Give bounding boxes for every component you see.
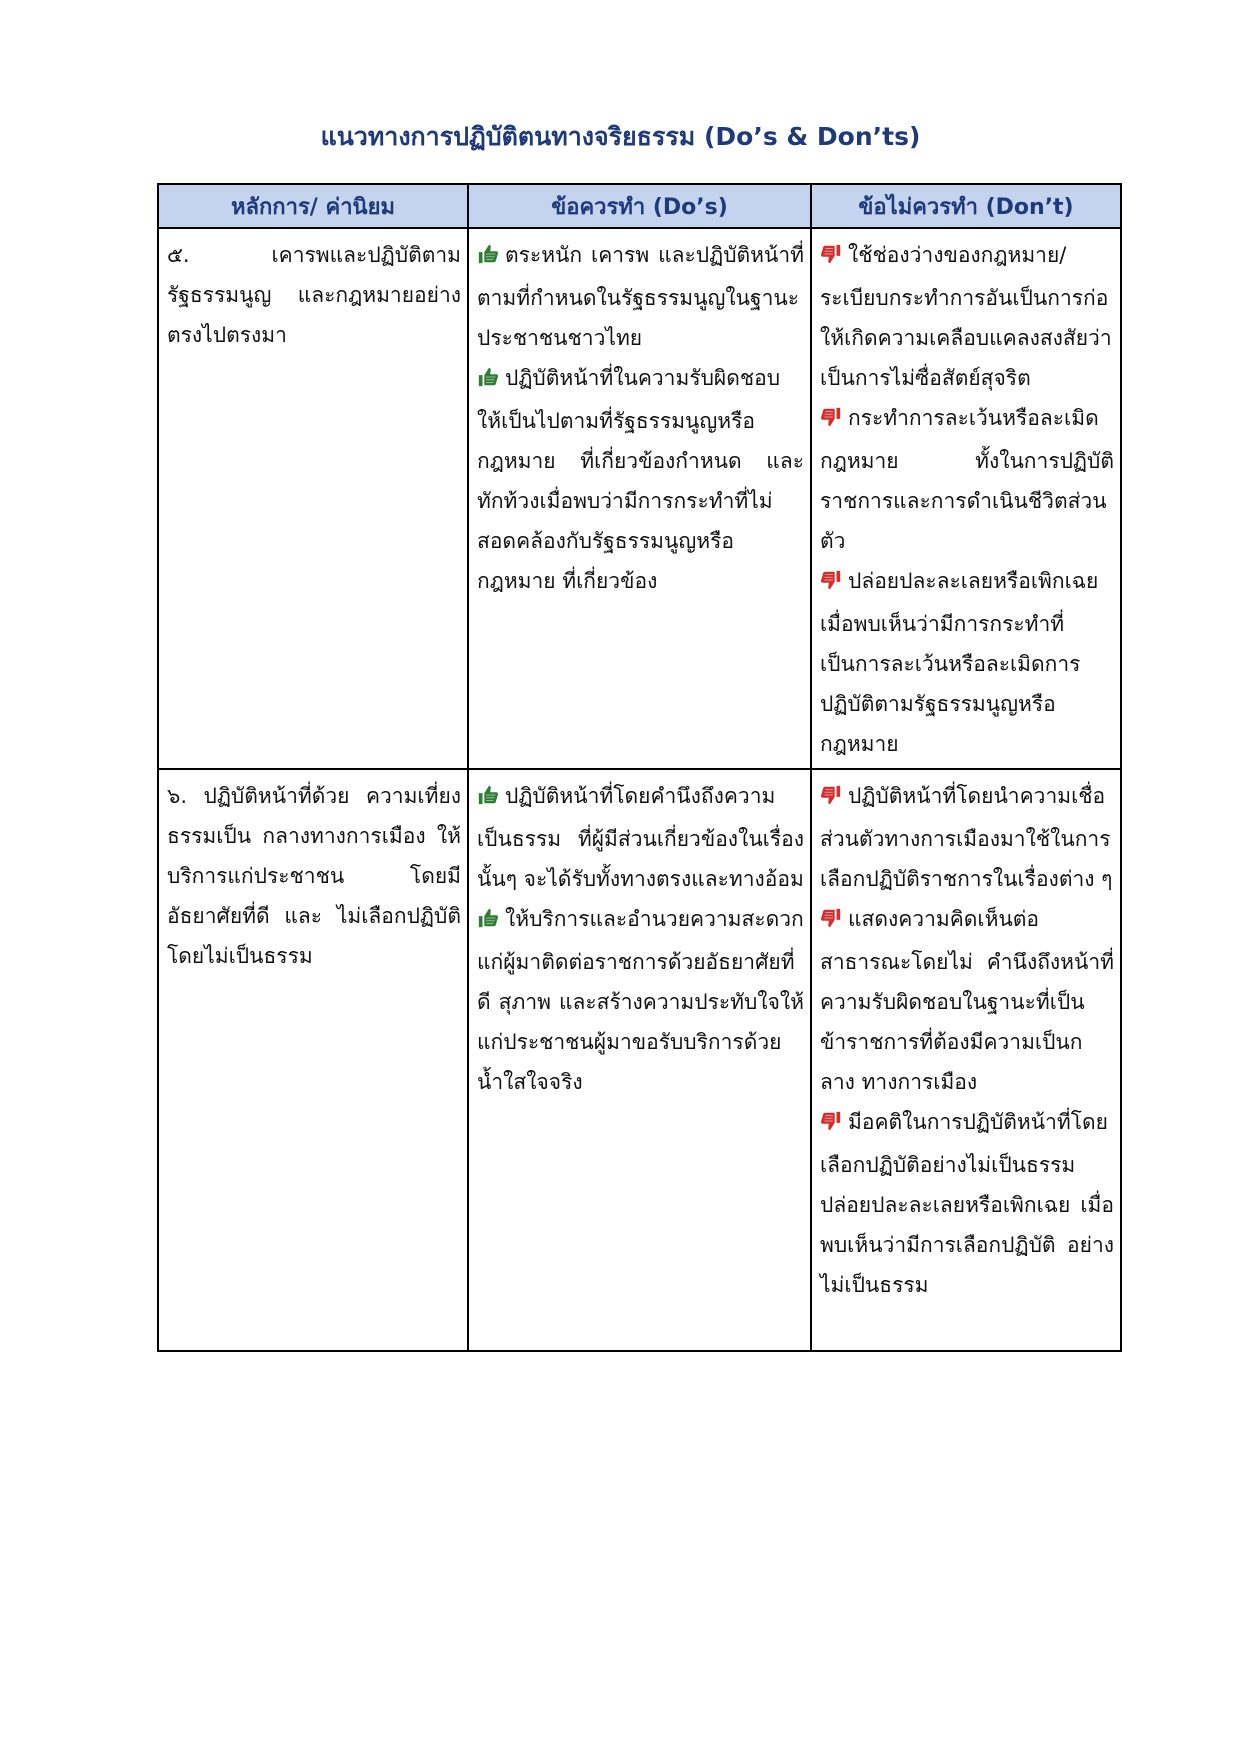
do-item bbox=[477, 235, 804, 358]
page-title: แนวทางการปฏิบัติตนทางจริยธรรม (Do’s & Don’ts) bbox=[320, 122, 921, 151]
thumbs-up-icon bbox=[477, 361, 499, 401]
do-item-text: ตระหนัก เคารพ และปฏิบัติหน้าที่ตามที่กำหนดในรัฐธรรมนูญในฐานะประชาชนชาวไทย bbox=[477, 243, 804, 350]
thumbs-down-icon bbox=[820, 779, 842, 819]
header-dos: ข้อควรทำ (Do’s) bbox=[468, 184, 811, 228]
dont-item bbox=[820, 235, 1114, 398]
do-item bbox=[477, 358, 804, 601]
dont-item bbox=[820, 1102, 1114, 1305]
dont-item-text: กระทำการละเว้นหรือละเมิดกฎหมาย ทั้งในการปฏิบัติราชการและการดำเนินชีวิตส่วนตัว bbox=[820, 406, 1114, 553]
thumbs-down-icon bbox=[820, 1105, 842, 1145]
header-principle: หลักการ/ ค่านิยม bbox=[158, 184, 468, 228]
principle-cell bbox=[158, 228, 468, 769]
do-item bbox=[477, 776, 804, 899]
thumbs-up-icon bbox=[477, 902, 499, 942]
dont-item bbox=[820, 561, 1114, 764]
principle-text: ๖. ปฏิบัติหน้าที่ด้วย ความเที่ยงธรรมเป็น กลางทางการเมือง ให้บริการแก่ประชาชน โดยมีอัธยาศัยที่ดี และ ไม่เลือกปฏิบัติโดยไม่เป็นธรรม bbox=[167, 784, 461, 968]
donts-cell bbox=[811, 769, 1121, 1351]
do-item-text: ปฏิบัติหน้าที่ในความรับผิดชอบให้เป็นไปตามที่รัฐธรรมนูญหรือกฎหมาย ที่เกี่ยวข้องกำหนด และทักท้วงเมื่อพบว่ามีการกระทำที่ไม่สอดคล้องกับรัฐธรรมนูญหรือกฎหมาย ที่เกี่ยวข้อง bbox=[477, 366, 804, 593]
dont-item-text: แสดงความคิดเห็นต่อสาธารณะโดยไม่ คำนึงถึงหน้าที่ความรับผิดชอบในฐานะที่เป็นข้าราชการที่ต้องมีความเป็นกลาง ทางการเมือง bbox=[820, 907, 1114, 1094]
dont-item-text: ใช้ช่องว่างของกฎหมาย/ระเบียบกระทำการอันเป็นการก่อให้เกิดความเคลือบแคลงสงสัยว่าเป็นการไม่ซื่อสัตย์สุจริต bbox=[820, 243, 1112, 390]
dont-item-text: ปฏิบัติหน้าที่โดยนำความเชื่อส่วนตัวทางการเมืองมาใช้ในการเลือกปฏิบัติราชการในเรื่องต่าง ๆ bbox=[820, 784, 1113, 891]
thumbs-down-icon bbox=[820, 401, 842, 441]
principle-cell bbox=[158, 769, 468, 1351]
thumbs-up-icon bbox=[477, 779, 499, 819]
table-row bbox=[158, 228, 1121, 769]
thumbs-down-icon bbox=[820, 564, 842, 604]
thumbs-up-icon bbox=[477, 238, 499, 278]
dos-cell bbox=[468, 769, 811, 1351]
donts-cell bbox=[811, 228, 1121, 769]
table-row bbox=[158, 769, 1121, 1351]
dont-item bbox=[820, 398, 1114, 561]
thumbs-down-icon bbox=[820, 238, 842, 278]
do-item bbox=[477, 899, 804, 1102]
do-item-text: ปฏิบัติหน้าที่โดยคำนึงถึงความเป็นธรรม ที่ผู้มีส่วนเกี่ยวข้องในเรื่องนั้นๆ จะได้รับทั้งทางตรงและทางอ้อม bbox=[477, 784, 804, 891]
do-item-text: ให้บริการและอำนวยความสะดวกแก่ผู้มาติดต่อราชการด้วยอัธยาศัยที่ดี สุภาพ และสร้างความประทับใจให้แก่ประชาชนผู้มาขอรับบริการด้วยน้ำใสใจจริง bbox=[477, 907, 804, 1094]
dont-item bbox=[820, 899, 1114, 1102]
dos-donts-table bbox=[157, 183, 1122, 1352]
dont-item-text: ปล่อยปละละเลยหรือเพิกเฉยเมื่อพบเห็นว่ามีการกระทำที่เป็นการละเว้นหรือละเมิดการปฏิบัติตามรัฐธรรมนูญหรือกฎหมาย bbox=[820, 569, 1099, 756]
dont-item bbox=[820, 776, 1114, 899]
dont-item-text: มีอคติในการปฏิบัติหน้าที่โดยเลือกปฏิบัติอย่างไม่เป็นธรรมปล่อยปละละเลยหรือเพิกเฉย เมื่อพบเห็นว่ามีการเลือกปฏิบัติ อย่างไม่เป็นธรรม bbox=[820, 1110, 1114, 1297]
header-donts: ข้อไม่ควรทำ (Don’t) bbox=[811, 184, 1121, 228]
dos-cell bbox=[468, 228, 811, 769]
principle-text: ๕. เคารพและปฏิบัติตามรัฐธรรมนูญ และกฎหมายอย่างตรงไปตรงมา bbox=[167, 243, 461, 347]
thumbs-down-icon bbox=[820, 902, 842, 942]
table-header-row bbox=[158, 184, 1121, 228]
